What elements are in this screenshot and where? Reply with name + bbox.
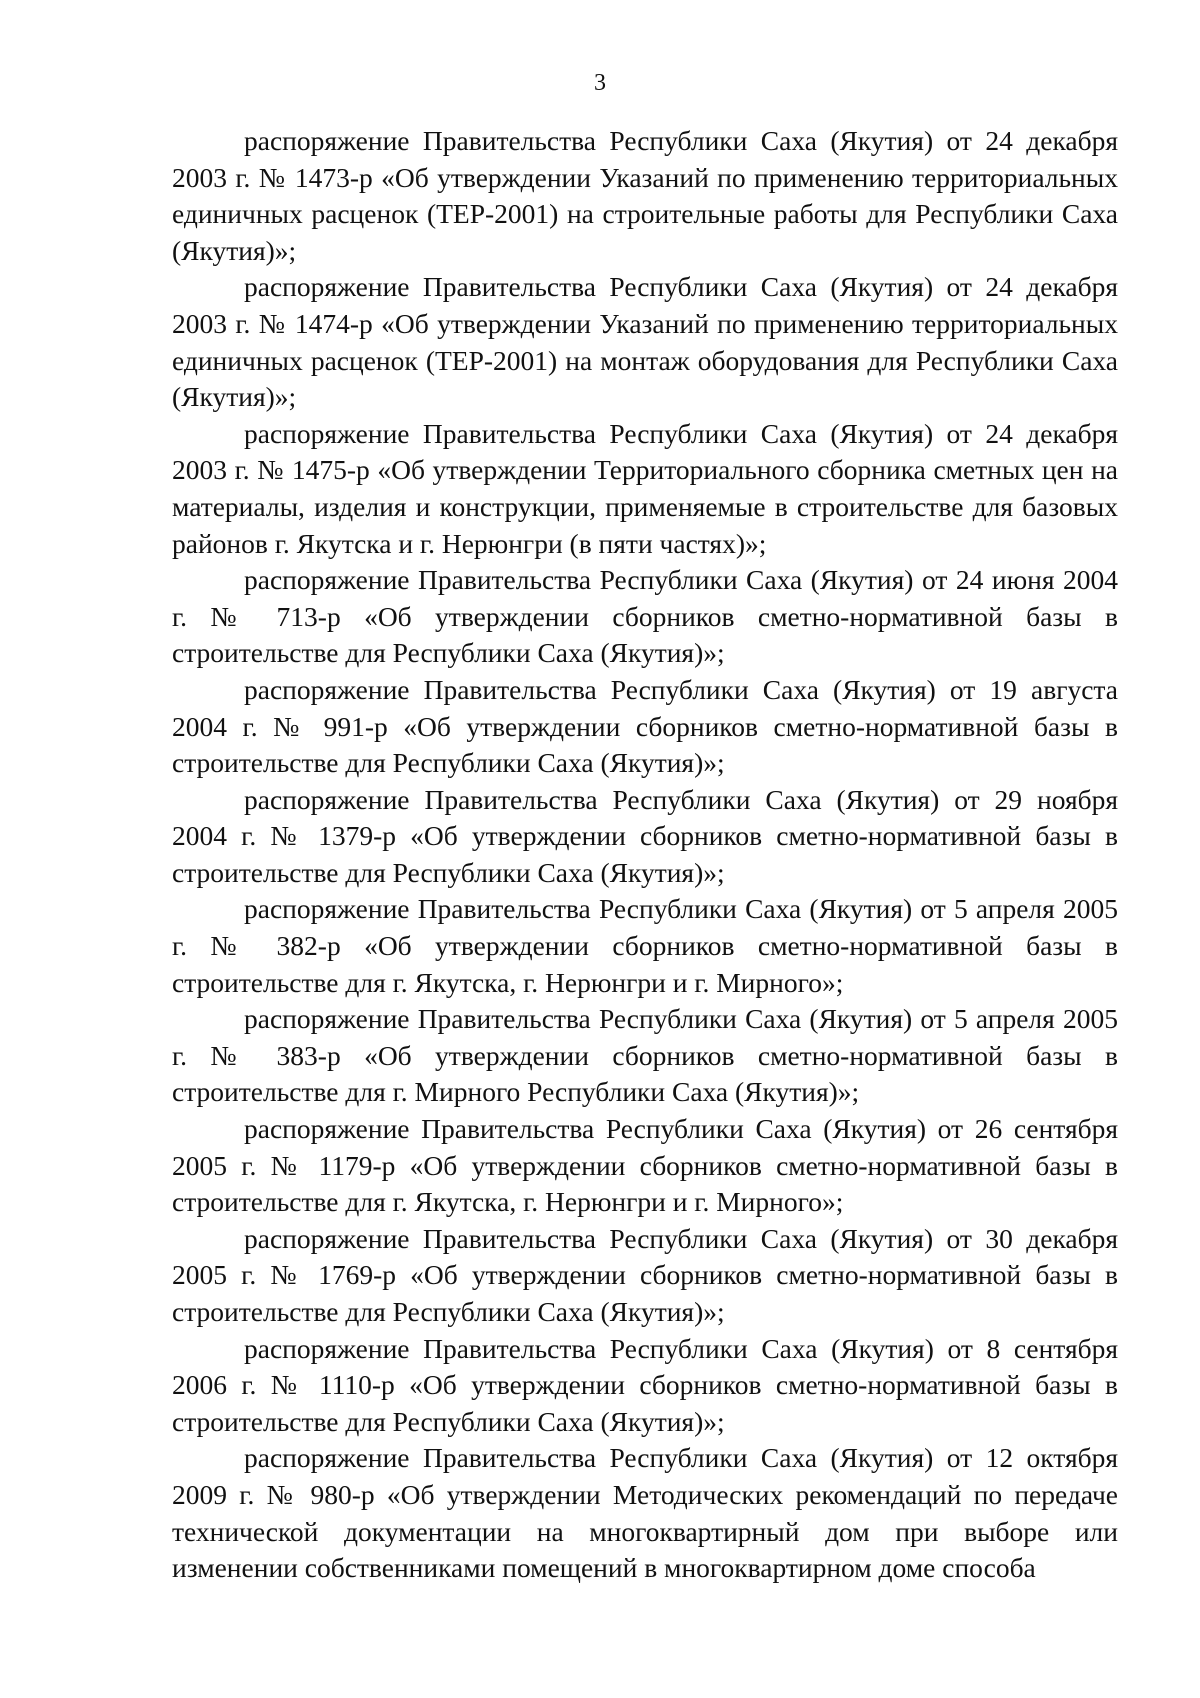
paragraph: распоряжение Правительства Республики Саха (Якутия) от 26 сентября 2005 г. № 1179-р «Об утверждении сборников сметно-нормативной базы в строительстве для г. Якутска, г. Нерюнгри и г. Мирного»; [172, 1113, 1118, 1218]
page-number: 3 [594, 70, 606, 96]
paragraph: распоряжение Правительства Республики Саха (Якутия) от 29 ноября 2004 г. № 1379-р «Об утверждении сборников сметно-нормативной базы в строительстве для Республики Саха (Якутия)»; [172, 783, 1118, 888]
paragraph: распоряжение Правительства Республики Саха (Якутия) от 19 августа 2004 г. № 991-р «Об утверждении сборников сметно-нормативной базы в строительстве для Республики Саха (Якутия)»; [172, 673, 1118, 779]
paragraph: распоряжение Правительства Республики Саха (Якутия) от 5 апреля 2005 г. № 382-р «Об утверждении сборников сметно-нормативной базы в строительстве для г. Якутска, г. Нерюнгри и г. Мирного»; [172, 893, 1118, 998]
paragraph: распоряжение Правительства Республики Саха (Якутия) от 24 декабря 2003 г. № 1473-р «Об утверждении Указаний по применению территориальных единичных расценок (ТЕР-2001) на строительные работы для Республики Саха (Якутия)»; [172, 125, 1118, 266]
paragraph: распоряжение Правительства Республики Саха (Якутия) от 30 декабря 2005 г. № 1769-р «Об утверждении сборников сметно-нормативной базы в строительстве для Республики Саха (Якутия)»; [172, 1222, 1118, 1327]
paragraph: распоряжение Правительства Республики Саха (Якутия) от 24 декабря 2003 г. № 1474-р «Об утверждении Указаний по применению территориальных единичных расценок (ТЕР-2001) на монтаж оборудования для Республики Саха (Якутия)»; [172, 271, 1118, 413]
paragraph: распоряжение Правительства Республики Саха (Якутия) от 5 апреля 2005 г. № 383-р «Об утверждении сборников сметно-нормативной базы в строительстве для г. Мирного Республики Саха (Якутия)»; [172, 1003, 1118, 1108]
document-body [172, 123, 1118, 1587]
paragraph: распоряжение Правительства Республики Саха (Якутия) от 24 декабря 2003 г. № 1475-р «Об утверждении Территориального сборника сметных цен на материалы, изделия и конструкции, применяемые в строительстве для базовых районов г. Якутска и г. Нерюнгри (в пяти частях)»; [172, 417, 1118, 559]
paragraph: распоряжение Правительства Республики Саха (Якутия) от 8 сентября 2006 г. № 1110-р «Об утверждении сборников сметно-нормативной базы в строительстве для Республики Саха (Якутия)»; [172, 1332, 1118, 1437]
paragraph: распоряжение Правительства Республики Саха (Якутия) от 24 июня 2004 г. № 713-р «Об утверждении сборников сметно-нормативной базы в строительстве для Республики Саха (Якутия)»; [172, 564, 1118, 669]
paragraph: распоряжение Правительства Республики Саха (Якутия) от 12 октября 2009 г. № 980-р «Об утверждении Методических рекомендаций по передаче технической документации на многоквартирный дом при выборе или изменении собственниками помещений в многоквартирном доме способа [172, 1442, 1118, 1584]
